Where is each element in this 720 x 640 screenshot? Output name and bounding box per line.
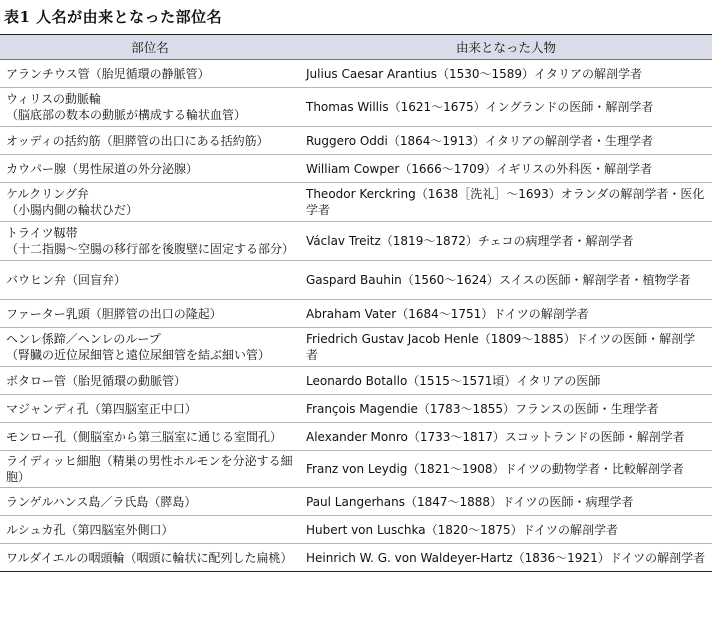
- part-name-cell: モンロー孔（側脳室から第三脳室に通じる室間孔）: [0, 423, 300, 451]
- table-row: [0, 488, 712, 516]
- table-row: [0, 127, 712, 155]
- table-row: [0, 328, 712, 367]
- part-name-cell: ウィリスの動脈輪 （脳底部の数本の動脈が構成する輪状血管）: [0, 88, 300, 127]
- part-name-cell: ケルクリング弁 （小腸内側の輪状ひだ）: [0, 183, 300, 222]
- header-origin-person: 由来となった人物: [300, 35, 712, 60]
- person-cell: Gaspard Bauhin（1560～1624）スイスの医師・解剖学者・植物学者: [300, 261, 712, 300]
- person-cell: Paul Langerhans（1847～1888）ドイツの医師・病理学者: [300, 488, 712, 516]
- part-name-cell: マジャンディ孔（第四脳室正中口）: [0, 395, 300, 423]
- table-row: [0, 544, 712, 572]
- part-name-cell: ワルダイエルの咽頭輪（咽頭に輪状に配列した扁桃）: [0, 544, 300, 572]
- part-name-cell: ファーター乳頭（胆膵管の出口の隆起）: [0, 300, 300, 328]
- table-row: [0, 155, 712, 183]
- table-row: [0, 60, 712, 88]
- part-name-cell: バウヒン弁（回盲弁）: [0, 261, 300, 300]
- header-part-name: 部位名: [0, 35, 300, 60]
- person-cell: Theodor Kerckring（1638［洗礼］～1693）オランダの解剖学者・医化学者: [300, 183, 712, 222]
- part-name-cell: ライディッヒ細胞（精巣の男性ホルモンを分泌する細胞）: [0, 451, 300, 488]
- person-cell: Friedrich Gustav Jacob Henle（1809～1885）ドイツの医師・解剖学者: [300, 328, 712, 367]
- part-name-cell: ヘンレ係蹄／ヘンレのループ （腎臓の近位尿細管と遠位尿細管を結ぶ細い管）: [0, 328, 300, 367]
- part-name-cell: カウパー腺（男性尿道の外分泌腺）: [0, 155, 300, 183]
- table-row: [0, 88, 712, 127]
- person-cell: Václav Treitz（1819～1872）チェコの病理学者・解剖学者: [300, 222, 712, 261]
- table-row: [0, 395, 712, 423]
- part-name-cell: ルシュカ孔（第四脳室外側口）: [0, 516, 300, 544]
- table-row: [0, 183, 712, 222]
- part-name-cell: ボタロー管（胎児循環の動脈管）: [0, 367, 300, 395]
- table-row: [0, 300, 712, 328]
- table-header-row: [0, 35, 712, 60]
- table-title: 表1 人名が由来となった部位名: [4, 8, 223, 26]
- part-name-cell: ランゲルハンス島／ラ氏島（膵島）: [0, 488, 300, 516]
- person-cell: Julius Caesar Arantius（1530～1589）イタリアの解剖学者: [300, 60, 712, 88]
- person-cell: William Cowper（1666～1709）イギリスの外科医・解剖学者: [300, 155, 712, 183]
- table-row: [0, 222, 712, 261]
- person-cell: Hubert von Luschka（1820～1875）ドイツの解剖学者: [300, 516, 712, 544]
- part-name-cell: トライツ靱帯 （十二指腸～空腸の移行部を後腹壁に固定する部分）: [0, 222, 300, 261]
- person-cell: Ruggero Oddi（1864～1913）イタリアの解剖学者・生理学者: [300, 127, 712, 155]
- person-cell: Leonardo Botallo（1515～1571頃）イタリアの医師: [300, 367, 712, 395]
- table-row: [0, 516, 712, 544]
- table-row: [0, 261, 712, 300]
- table-row: [0, 423, 712, 451]
- person-cell: Heinrich W. G. von Waldeyer-Hartz（1836～1921）ドイツの解剖学者: [300, 544, 712, 572]
- person-cell: François Magendie（1783～1855）フランスの医師・生理学者: [300, 395, 712, 423]
- person-cell: Thomas Willis（1621～1675）イングランドの医師・解剖学者: [300, 88, 712, 127]
- person-cell: Abraham Vater（1684～1751）ドイツの解剖学者: [300, 300, 712, 328]
- person-cell: Franz von Leydig（1821～1908）ドイツの動物学者・比較解剖学者: [300, 451, 712, 488]
- table-row: [0, 451, 712, 488]
- part-name-cell: アランチウス管（胎児循環の静脈管）: [0, 60, 300, 88]
- part-name-cell: オッディの括約筋（胆膵管の出口にある括約筋）: [0, 127, 300, 155]
- table-row: [0, 367, 712, 395]
- eponym-table: [0, 34, 712, 572]
- person-cell: Alexander Monro（1733～1817）スコットランドの医師・解剖学者: [300, 423, 712, 451]
